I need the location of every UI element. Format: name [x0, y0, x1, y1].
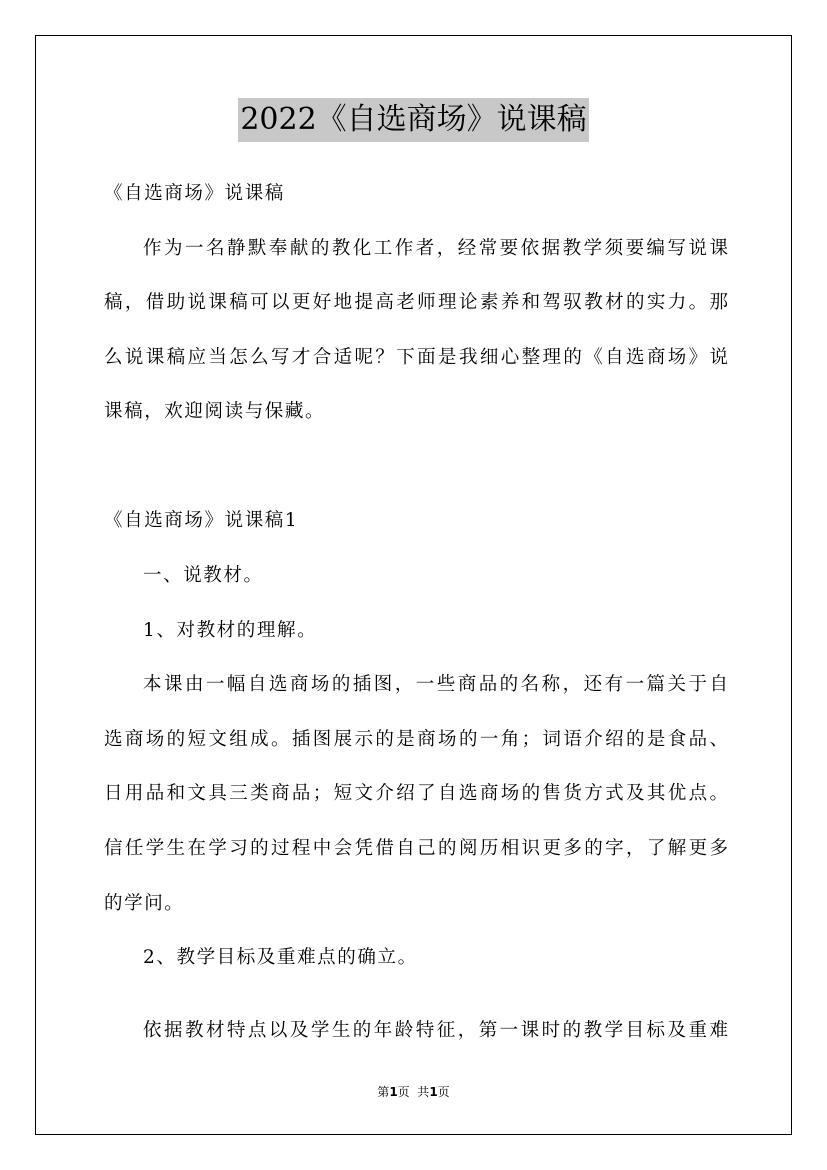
title-container: [0, 98, 827, 142]
item-1-line-4: 信任学生在学习的过程中会凭借自己的阅历相识更多的字，了解更多: [104, 838, 728, 859]
section-heading: 《自选商场》说课稿1: [104, 510, 299, 531]
item-1-line-3: 日用品和文具三类商品；短文介绍了自选商场的售货方式及其优点。: [104, 783, 728, 804]
item-1-title: 1、对教材的理解。: [143, 620, 318, 641]
footer-page-mid: 页 共: [397, 1085, 430, 1099]
item-1-line-5: 的学问。: [104, 893, 185, 914]
item-2-line-1: 依据教材特点以及学生的年龄特征，第一课时的教学目标及重难: [143, 1020, 728, 1041]
document-title: 2022《自选商场》说课稿: [238, 98, 588, 142]
intro-line-3: 么说课稿应当怎么写才合适呢？下面是我细心整理的《自选商场》说: [104, 347, 728, 368]
intro-line-1: 作为一名静默奉献的教化工作者，经常要依据教学须要编写说课: [143, 238, 728, 259]
item-1-line-1: 本课由一幅自选商场的插图，一些商品的名称，还有一篇关于自: [143, 674, 728, 695]
item-1-line-2: 选商场的短文组成。插图展示的是商场的一角；词语介绍的是食品、: [104, 729, 728, 750]
section-1-title: 一、说教材。: [143, 565, 264, 586]
item-2-title: 2、教学目标及重难点的确立。: [143, 947, 418, 968]
intro-line-4: 课稿，欢迎阅读与保藏。: [104, 401, 326, 422]
footer-page-prefix: 第: [377, 1085, 390, 1099]
footer-page-current: 1: [389, 1085, 398, 1099]
page-footer: [0, 1083, 827, 1101]
footer-page-total: 1: [429, 1085, 438, 1099]
footer-page-suffix: 页: [437, 1085, 450, 1099]
intro-line-2: 稿，借助说课稿可以更好地提高老师理论素养和驾驭教材的实力。那: [104, 292, 728, 313]
document-subtitle: 《自选商场》说课稿: [104, 183, 285, 204]
